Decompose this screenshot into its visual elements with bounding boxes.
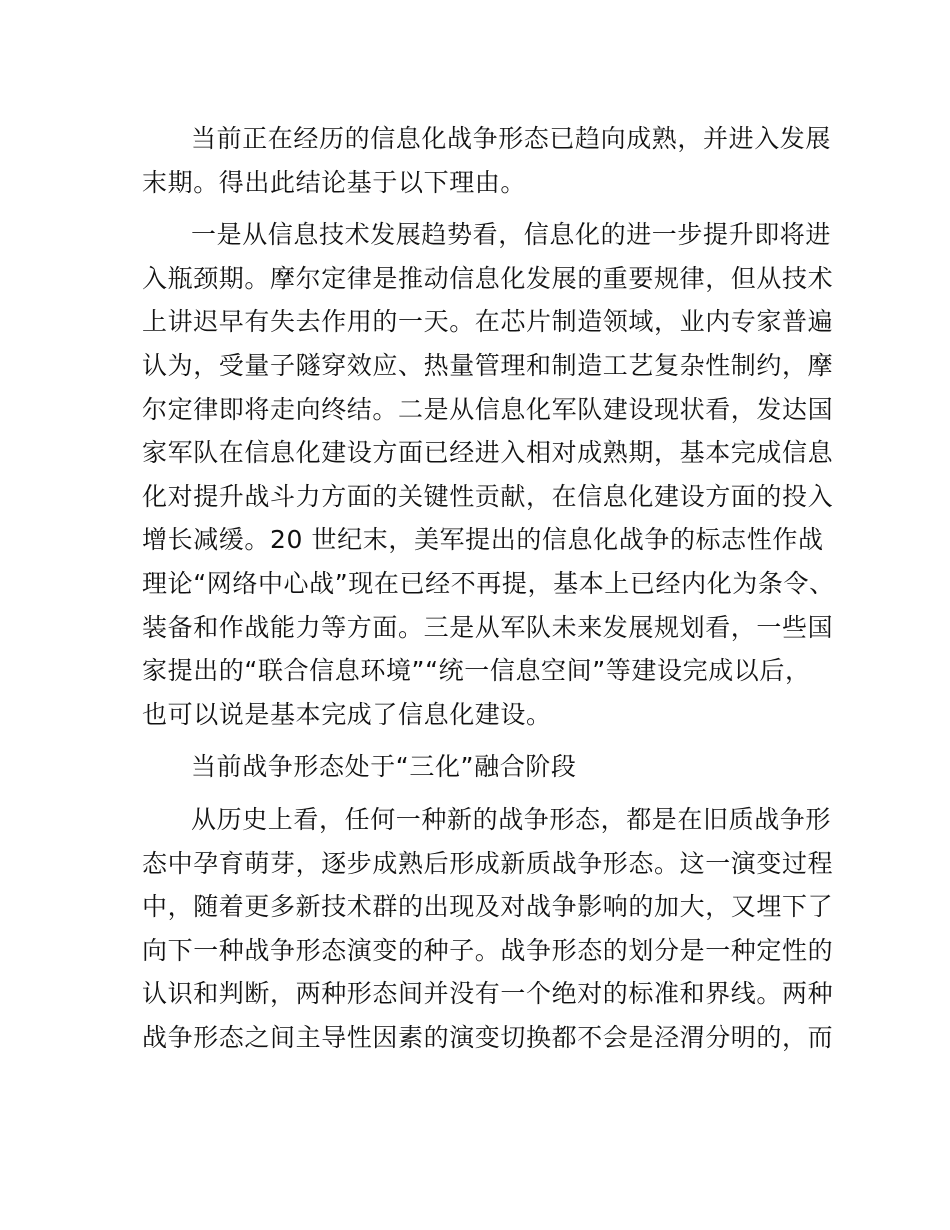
text-line: 化对提升战斗力方面的关键性贡献，在信息化建设方面的投入: [142, 481, 834, 511]
heading-line: 当前战争形态处于“三化”融合阶段: [191, 752, 577, 782]
paragraph-1: [142, 117, 832, 204]
text-line: 认识和判断，两种形态间并没有一个绝对的标准和界线。两种: [142, 979, 834, 1009]
text-line: 理论“网络中心战”现在已经不再提，基本上已经内化为条令、: [142, 568, 835, 598]
document-body: [142, 117, 835, 1068]
text-line: 末期。得出此结论基于以下理由。: [142, 167, 527, 197]
text-line: 态中孕育萌芽，逐步成熟后形成新质战争形态。这一演变过程: [142, 848, 834, 878]
text-line: 当前正在经历的信息化战争形态已趋向成熟，并进入发展: [191, 124, 832, 153]
text-line: 战争形态之间主导性因素的演变切换都不会是泾渭分明的，而: [142, 1022, 834, 1052]
text-line: 入瓶颈期。摩尔定律是推动信息化发展的重要规律，但从技术: [142, 263, 834, 293]
text-line: 向下一种战争形态演变的种子。战争形态的划分是一种定性的: [142, 935, 834, 965]
paragraph-3: [142, 798, 834, 1060]
text-line: 一是从信息技术发展趋势看，信息化的进一步提升即将进: [191, 220, 832, 250]
paragraph-2: [142, 213, 835, 736]
text-line: 增长减缓。20 世纪末，美军提出的信息化战争的标志性作战: [142, 525, 824, 555]
text-line: 上讲迟早有失去作用的一天。在芯片制造领域，业内专家普遍: [142, 307, 834, 337]
text-line: 认为，受量子隧穿效应、热量管理和制造工艺复杂性制约，摩: [142, 350, 834, 380]
section-heading: [142, 745, 812, 789]
text-line: 尔定律即将走向终结。二是从信息化军队建设现状看，发达国: [142, 394, 834, 424]
text-line: 家提出的“联合信息环境”“统一信息空间”等建设完成以后，: [142, 656, 811, 686]
text-line: 装备和作战能力等方面。三是从军队未来发展规划看，一些国: [142, 612, 834, 642]
text-line: 家军队在信息化建设方面已经进入相对成熟期，基本完成信息: [142, 438, 834, 468]
text-line: 也可以说是基本完成了信息化建设。: [142, 699, 552, 729]
text-line: 从历史上看，任何一种新的战争形态，都是在旧质战争形: [191, 804, 832, 834]
text-line: 中，随着更多新技术群的出现及对战争影响的加大，又埋下了: [142, 892, 834, 922]
